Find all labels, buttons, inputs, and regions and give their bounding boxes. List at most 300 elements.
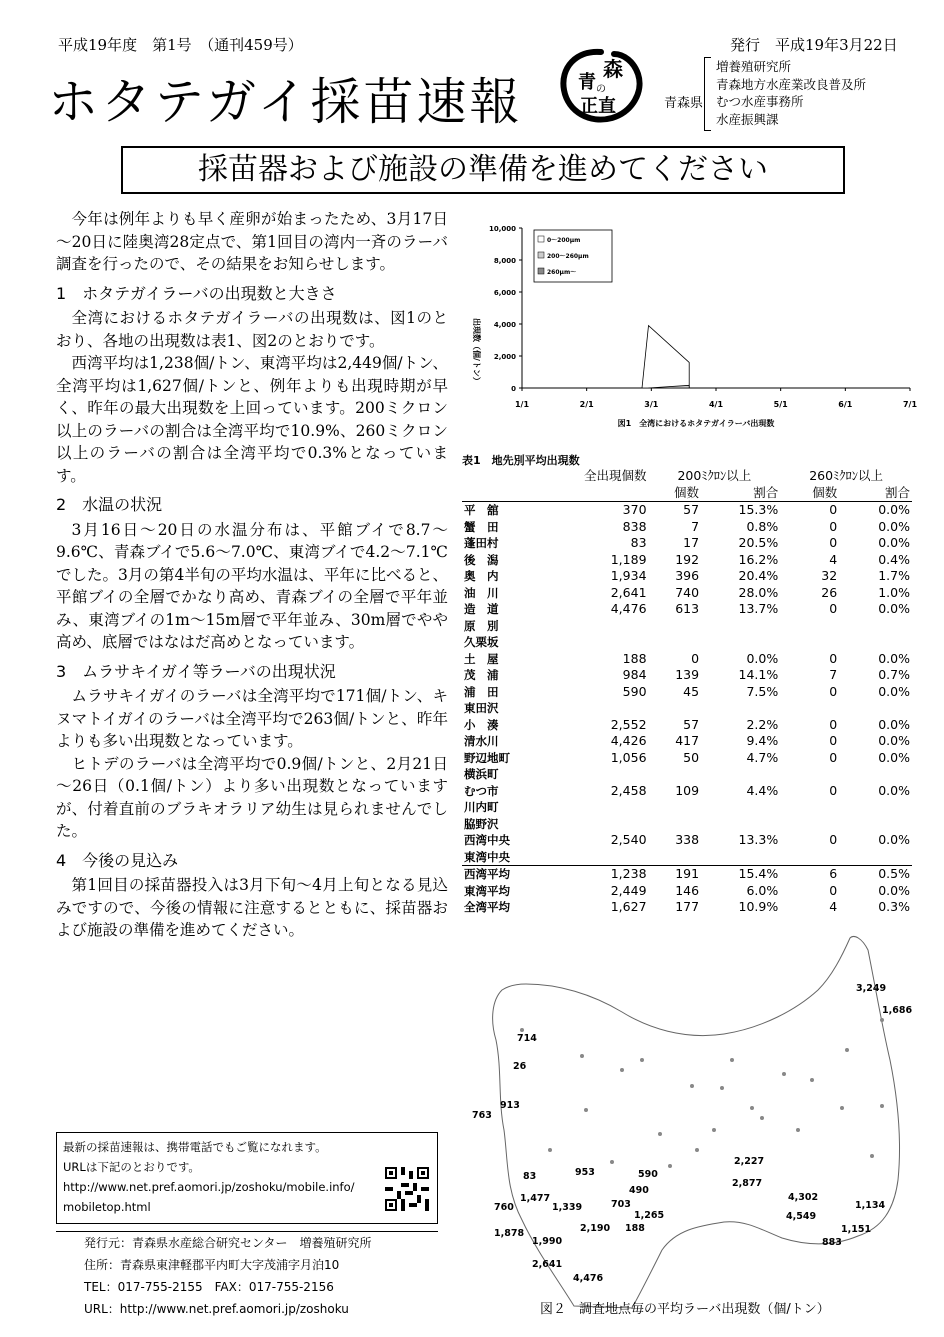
ratio-260: 0.0%	[878, 716, 910, 732]
ratio-260: 0.0%	[878, 650, 910, 666]
total-count	[536, 618, 649, 635]
station-value-label: 2,641	[532, 1259, 563, 1270]
count-260: 0	[829, 650, 838, 666]
count-200: 139	[675, 667, 700, 683]
location-name: 原 別	[464, 618, 499, 633]
ratio-260	[839, 849, 912, 866]
count-200: 57	[683, 502, 700, 518]
ratio-200: 4.7%	[746, 749, 779, 765]
ratio-260: 0.0%	[878, 535, 910, 551]
ratio-200: 6.0%	[746, 882, 779, 898]
count-200: 57	[683, 716, 700, 732]
seal-char-small: の	[596, 84, 606, 95]
count-260	[780, 816, 839, 833]
total-count	[536, 799, 649, 816]
header-260: 260ﾐｸﾛﾝ以上	[809, 468, 884, 484]
y-tick-label: 2,000	[493, 353, 516, 361]
table-row	[462, 618, 912, 635]
ratio-260: 0.0%	[878, 733, 910, 749]
station-dot	[712, 1128, 716, 1132]
note-line: URLは下記のとおりです。	[63, 1160, 200, 1174]
station-value-label: 2,190	[580, 1223, 611, 1234]
location-name: 造 道	[464, 602, 499, 617]
data-table	[462, 452, 912, 916]
table-row	[462, 849, 912, 866]
header-ratio: 割合	[839, 485, 912, 502]
station-value-label: 3,249	[856, 983, 887, 994]
x-tick-label: 7/1	[902, 400, 918, 409]
count-200: 109	[675, 782, 700, 798]
count-200: 396	[675, 568, 700, 584]
location-name: 小 湊	[464, 717, 499, 732]
table-row	[462, 519, 912, 536]
section-2-paragraph: 3月16日～20日の水温分布は、平館ブイで8.7～9.6℃、青森ブイで5.6～7.0℃、東湾ブイで4.2～7.1℃でした。3月の第4半旬の平均水温は、平年に比べると、平館ブイの全層でかなり高め、青森ブイの全層で平年並み、東湾ブイの1m～15m層で平年並み、30m層でやや高め、底層ではなはだ高めとなっています。	[56, 520, 448, 651]
station-value-label: 953	[575, 1167, 595, 1178]
org-item: 青森地方水産業改良普及所	[716, 76, 867, 92]
count-260: 0	[829, 601, 838, 617]
total-count	[536, 766, 649, 783]
count-200: 7	[691, 518, 700, 534]
location-name: 久栗坂	[464, 635, 499, 650]
x-tick-label: 1/1	[514, 400, 530, 409]
count-200: 338	[675, 832, 700, 848]
count-200	[649, 618, 702, 635]
station-dot	[640, 1058, 644, 1062]
station-value-label: 490	[629, 1185, 649, 1196]
station-dot	[782, 1072, 786, 1076]
count-260: 0	[829, 518, 838, 534]
ratio-200: 9.4%	[746, 733, 779, 749]
ratio-260: 0.0%	[878, 683, 910, 699]
ratio-200	[701, 618, 780, 635]
station-value-label: 1,134	[855, 1200, 886, 1211]
total-count: 1,189	[610, 551, 647, 567]
count-260: 4	[829, 899, 838, 915]
location-name: 奥 内	[464, 569, 499, 584]
count-260: 0	[829, 882, 838, 898]
mobile-url-link[interactable]: mobiletop.html	[63, 1200, 151, 1214]
count-260: 0	[829, 733, 838, 749]
station-dot	[730, 1058, 734, 1062]
note-line: 最新の採苗速報は、携帯電話でもご覧になれます。	[63, 1140, 327, 1154]
ratio-200: 20.5%	[738, 535, 779, 551]
count-260: 32	[821, 568, 838, 584]
station-dot	[750, 1106, 754, 1110]
station-dot	[880, 1104, 884, 1108]
station-dot	[610, 1160, 614, 1164]
table-row	[462, 733, 912, 750]
total-count	[536, 700, 649, 717]
x-tick-label: 5/1	[773, 400, 788, 409]
table-row	[462, 783, 912, 800]
y-axis-label: 出現数（個/トン）	[472, 318, 481, 385]
page-title: ホタテガイ採苗速報	[48, 73, 523, 131]
station-value-label: 760	[494, 1202, 514, 1213]
count-200: 177	[675, 899, 700, 915]
ratio-200: 14.1%	[738, 667, 779, 683]
total-count: 590	[622, 683, 647, 699]
station-value-label: 188	[625, 1223, 645, 1234]
header-count: 個数	[780, 485, 839, 502]
prefecture-label: 青森県	[664, 96, 704, 111]
ratio-260: 0.3%	[878, 899, 910, 915]
total-count: 370	[622, 502, 647, 518]
count-260	[780, 849, 839, 866]
section-1-paragraph: 全湾におけるホタテガイラーバの出現数は、図1のとおり、各地の出現数は表1、図2のとおりです。	[56, 309, 448, 350]
larva-count-chart	[462, 218, 922, 440]
section-1-title: 1 ホタテガイラーバの出現数と大きさ	[56, 283, 337, 303]
count-200: 0	[691, 650, 700, 666]
ratio-260: 0.0%	[878, 518, 910, 534]
count-260	[780, 634, 839, 651]
ratio-260: 0.0%	[878, 832, 910, 848]
station-value-label: 714	[517, 1033, 537, 1044]
location-name: 蓬田村	[464, 536, 499, 551]
location-name: 後 潟	[464, 552, 499, 567]
station-dot	[695, 1148, 699, 1152]
count-200	[649, 700, 702, 717]
location-name: 東湾平均	[464, 883, 510, 898]
total-count: 2,552	[610, 716, 647, 732]
section-4-title: 4 今後の見込み	[56, 850, 179, 870]
count-260: 26	[821, 584, 838, 600]
count-260: 0	[829, 502, 838, 518]
ratio-200: 2.2%	[746, 716, 779, 732]
table-row	[462, 601, 912, 618]
ratio-200: 15.4%	[701, 866, 780, 883]
station-dot	[880, 1018, 884, 1022]
header-count: 個数	[649, 485, 702, 502]
table-row	[462, 700, 912, 717]
x-tick-label: 2/1	[579, 400, 594, 409]
footer-address: 住所：青森県東津軽郡平内町大字茂浦字月泊10	[84, 1258, 340, 1272]
ratio-260	[839, 634, 912, 651]
station-value-label: 1,339	[552, 1202, 583, 1213]
footer-tel: TEL：017-755-2155 FAX：017-755-2156	[84, 1280, 334, 1294]
footer-url[interactable]: URL：http://www.net.pref.aomori.jp/zoshoku	[84, 1302, 349, 1316]
count-200	[649, 634, 702, 651]
footer	[56, 1231, 438, 1320]
ratio-200	[701, 634, 780, 651]
ratio-260: 0.0%	[878, 749, 910, 765]
station-value-label: 763	[472, 1110, 492, 1121]
headline: 採苗器および施設の準備を進めてください	[121, 146, 845, 194]
ratio-200	[701, 816, 780, 833]
y-tick-label: 10,000	[488, 225, 516, 233]
location-name: 茂 浦	[464, 668, 499, 683]
ratio-260: 0.0%	[878, 782, 910, 798]
x-tick-label: 3/1	[644, 400, 659, 409]
org-item: 水産振興課	[716, 111, 779, 127]
count-260	[780, 766, 839, 783]
location-name: 東田沢	[464, 701, 499, 716]
station-dot	[668, 1164, 672, 1168]
ratio-200: 28.0%	[738, 584, 779, 600]
station-value-label: 883	[822, 1237, 842, 1248]
seal-char-bottom: 正直	[580, 96, 616, 117]
header-total: 全出現個数	[584, 468, 647, 484]
total-count: 2,458	[610, 782, 647, 798]
location-name: 川内町	[464, 800, 499, 815]
ratio-200: 10.9%	[738, 899, 779, 915]
total-count	[536, 849, 649, 866]
table-row	[462, 766, 912, 783]
location-name: 浦 田	[464, 684, 499, 699]
total-count: 1,056	[610, 749, 647, 765]
station-value-label: 913	[500, 1100, 520, 1111]
count-260: 7	[829, 667, 838, 683]
total-count: 188	[622, 650, 647, 666]
series-area	[642, 326, 689, 388]
total-count	[536, 816, 649, 833]
table-row	[462, 816, 912, 833]
table-caption: 表1 地先別平均出現数	[462, 454, 580, 467]
table-row	[462, 832, 912, 849]
y-tick-label: 0	[511, 385, 516, 393]
count-200: 50	[683, 749, 700, 765]
issue-number: 平成19年度 第1号 （通刊459号）	[58, 36, 303, 54]
count-200: 146	[675, 882, 700, 898]
ratio-260	[839, 766, 912, 783]
total-count: 4,426	[610, 733, 647, 749]
seal-char-top: 森	[603, 57, 623, 81]
table-row	[462, 799, 912, 816]
legend-swatch	[538, 268, 544, 274]
total-count: 984	[622, 667, 647, 683]
ratio-260: 0.4%	[878, 551, 910, 567]
location-name: 平 舘	[464, 503, 499, 518]
ratio-200: 13.3%	[738, 832, 779, 848]
header-200: 200ﾐｸﾛﾝ以上	[677, 468, 752, 484]
ratio-260: 1.7%	[878, 568, 910, 584]
org-bracket	[704, 57, 711, 131]
count-200: 613	[675, 601, 700, 617]
count-260: 0	[829, 782, 838, 798]
legend-label: 200～260μm	[547, 253, 589, 260]
station-value-label: 4,549	[786, 1211, 817, 1222]
org-list	[716, 58, 866, 128]
total-count	[536, 634, 649, 651]
count-260: 0	[829, 832, 838, 848]
count-260	[780, 618, 839, 635]
qr-code-icon[interactable]	[385, 1167, 429, 1211]
count-200: 17	[683, 535, 700, 551]
ratio-200	[701, 766, 780, 783]
station-dot	[845, 1048, 849, 1052]
station-dot	[840, 1106, 844, 1110]
count-200	[649, 849, 702, 866]
ratio-260: 0.0%	[878, 502, 910, 518]
table-row	[462, 651, 912, 668]
station-value-label: 26	[513, 1061, 527, 1072]
ratio-260: 0.0%	[878, 601, 910, 617]
count-260: 0	[829, 535, 838, 551]
legend-swatch	[538, 236, 544, 242]
count-200	[649, 766, 702, 783]
station-dot	[760, 1116, 764, 1120]
station-value-label: 590	[638, 1169, 658, 1180]
location-name: 野辺地町	[464, 750, 510, 765]
station-dot	[620, 1068, 624, 1072]
station-dot	[520, 1028, 524, 1032]
table-row	[462, 717, 912, 734]
count-200: 740	[675, 584, 700, 600]
seal-logo	[556, 46, 646, 126]
article-body	[56, 208, 448, 942]
table-row	[462, 750, 912, 767]
location-name: 脇野沢	[464, 816, 499, 831]
count-260: 0	[829, 683, 838, 699]
total-count: 1,934	[610, 568, 647, 584]
ratio-200: 16.2%	[738, 551, 779, 567]
location-name: 東湾中央	[464, 849, 510, 864]
count-200: 45	[683, 683, 700, 699]
mobile-url-link[interactable]: http://www.net.pref.aomori.jp/zoshoku/mobile.info/	[63, 1180, 355, 1194]
org-item: 増養殖研究所	[716, 59, 792, 74]
y-tick-label: 6,000	[493, 289, 516, 297]
section-2-title: 2 水温の状況	[56, 495, 163, 514]
table-row	[462, 552, 912, 569]
total-count: 2,449	[610, 882, 647, 898]
station-value-label: 1,686	[882, 1005, 913, 1016]
station-dot	[580, 1054, 584, 1058]
table-row	[462, 667, 912, 684]
table-row	[462, 899, 912, 916]
section-1-paragraph: 西湾平均は1,238個/トン、東湾平均は2,449個/トン、全湾平均は1,627個/トンと、例年よりも出現時期が早く、昨年の最大出現数を上回っています。200ミクロン以上のラーバの割合は全湾平均で10.9%、260ミクロン以上のラーバの割合は全湾平均で0.3%となっています。	[56, 354, 448, 485]
station-dot	[870, 1154, 874, 1158]
x-tick-label: 4/1	[708, 400, 724, 409]
section-3-paragraph: ヒトデのラーバは全湾平均で0.9個/トンと、2月21日～26日（0.1個/トン）より多い出現数となっていますが、付着直前のブラキオラリア幼生は見られませんでした。	[56, 754, 448, 840]
station-value-label: 1,878	[494, 1228, 525, 1239]
station-value-label: 2,227	[734, 1156, 765, 1167]
location-name: 全湾平均	[464, 900, 510, 915]
count-200: 191	[649, 866, 702, 883]
ratio-260: 0.5%	[839, 866, 912, 883]
location-name: 土 屋	[464, 651, 499, 666]
table-row	[462, 502, 912, 519]
org-item: むつ水産事務所	[716, 94, 804, 109]
y-tick-label: 4,000	[493, 321, 516, 329]
station-value-label: 1,151	[841, 1224, 872, 1235]
ratio-200: 0.8%	[746, 518, 779, 534]
location-name: 清水川	[464, 734, 499, 749]
section-3-title: 3 ムラサキイガイ等ラーバの出現状況	[56, 661, 336, 681]
table-row	[462, 535, 912, 552]
total-count: 2,540	[610, 832, 647, 848]
legend-swatch	[538, 252, 544, 258]
ratio-200	[701, 849, 780, 866]
ratio-200: 13.7%	[738, 601, 779, 617]
station-dot	[796, 1128, 800, 1132]
total-count: 1,627	[610, 899, 647, 915]
ratio-200: 0.0%	[746, 650, 779, 666]
station-dot	[720, 1086, 724, 1090]
ratio-260: 0.0%	[878, 882, 910, 898]
seal-char-left: 青	[578, 72, 596, 93]
station-dot	[810, 1078, 814, 1082]
count-200	[649, 799, 702, 816]
chart-title: 図1 全湾におけるホタテガイラーバ出現数	[617, 419, 775, 428]
station-dot	[548, 1148, 552, 1152]
count-260: 0	[829, 749, 838, 765]
ratio-260	[839, 816, 912, 833]
bay-map	[462, 930, 922, 1315]
count-260: 6	[780, 866, 839, 883]
ratio-260	[839, 799, 912, 816]
larva-table	[462, 468, 912, 916]
ratio-260: 0.7%	[878, 667, 910, 683]
count-260: 0	[829, 716, 838, 732]
map-caption: 図２ 調査地点毎の平均ラーバ出現数（個/トン）	[540, 1302, 830, 1317]
section-4-paragraph: 第1回目の採苗器投入は3月下旬～4月上旬となる見込みですので、今後の情報に注意するとともに、採苗器および施設の準備を進めてください。	[56, 876, 448, 939]
station-value-label: 1,265	[634, 1210, 665, 1221]
intro-paragraph: 今年は例年よりも早く産卵が始まったため、3月17日～20日に陸奥湾28定点で、第1回目の湾内一斉のラーバ調査を行ったので、その結果をお知らせします。	[56, 210, 448, 273]
total-count: 4,476	[610, 601, 647, 617]
station-value-label: 703	[611, 1199, 631, 1210]
ratio-260: 1.0%	[878, 584, 910, 600]
location-name: 西湾平均	[462, 866, 536, 883]
ratio-200: 4.4%	[746, 782, 779, 798]
station-value-label: 1,477	[520, 1193, 551, 1204]
table-row	[462, 568, 912, 585]
table-row	[462, 634, 912, 651]
table-row	[462, 866, 912, 883]
total-count: 2,641	[610, 584, 647, 600]
station-dot	[584, 1108, 588, 1112]
count-260: 4	[829, 551, 838, 567]
header-ratio: 割合	[701, 485, 780, 502]
station-value-label: 83	[523, 1171, 537, 1182]
station-dot	[690, 1084, 694, 1088]
station-value-label: 4,476	[573, 1273, 604, 1284]
total-count: 1,238	[536, 866, 649, 883]
x-tick-label: 6/1	[838, 400, 853, 409]
table-row	[462, 585, 912, 602]
station-value-label: 2,877	[732, 1178, 763, 1189]
ratio-260	[839, 618, 912, 635]
station-value-label: 4,302	[788, 1192, 819, 1203]
station-dot	[658, 1132, 662, 1136]
count-200: 417	[675, 733, 700, 749]
location-name: むつ市	[464, 783, 499, 798]
publish-date: 発行 平成19年3月22日	[730, 36, 898, 54]
total-count: 83	[630, 535, 647, 551]
legend-label: 0～200μm	[547, 237, 581, 244]
count-200	[649, 816, 702, 833]
table-row	[462, 684, 912, 701]
location-name: 横浜町	[464, 767, 499, 782]
ratio-200: 15.3%	[738, 502, 779, 518]
location-name: 蟹 田	[464, 519, 499, 534]
bay-outline	[493, 937, 900, 1309]
location-name: 油 川	[464, 585, 499, 600]
ratio-260	[839, 700, 912, 717]
count-200: 192	[675, 551, 700, 567]
ratio-200	[701, 700, 780, 717]
station-value-label: 1,990	[532, 1236, 563, 1247]
location-name: 西湾中央	[464, 833, 510, 848]
count-260	[780, 700, 839, 717]
footer-publisher: 発行元：青森県水産総合研究センター 増養殖研究所	[84, 1236, 372, 1250]
section-3-paragraph: ムラサキイガイのラーバは全湾平均で171個/トン、キヌマトイガイのラーバは全湾平均で263個/トンと、昨年よりも多い出現数となっています。	[56, 687, 448, 750]
table-row	[462, 883, 912, 900]
y-tick-label: 8,000	[493, 257, 516, 265]
ratio-200: 20.4%	[738, 568, 779, 584]
total-count: 838	[622, 518, 647, 534]
ratio-200	[701, 799, 780, 816]
count-260	[780, 799, 839, 816]
ratio-200: 7.5%	[746, 683, 779, 699]
